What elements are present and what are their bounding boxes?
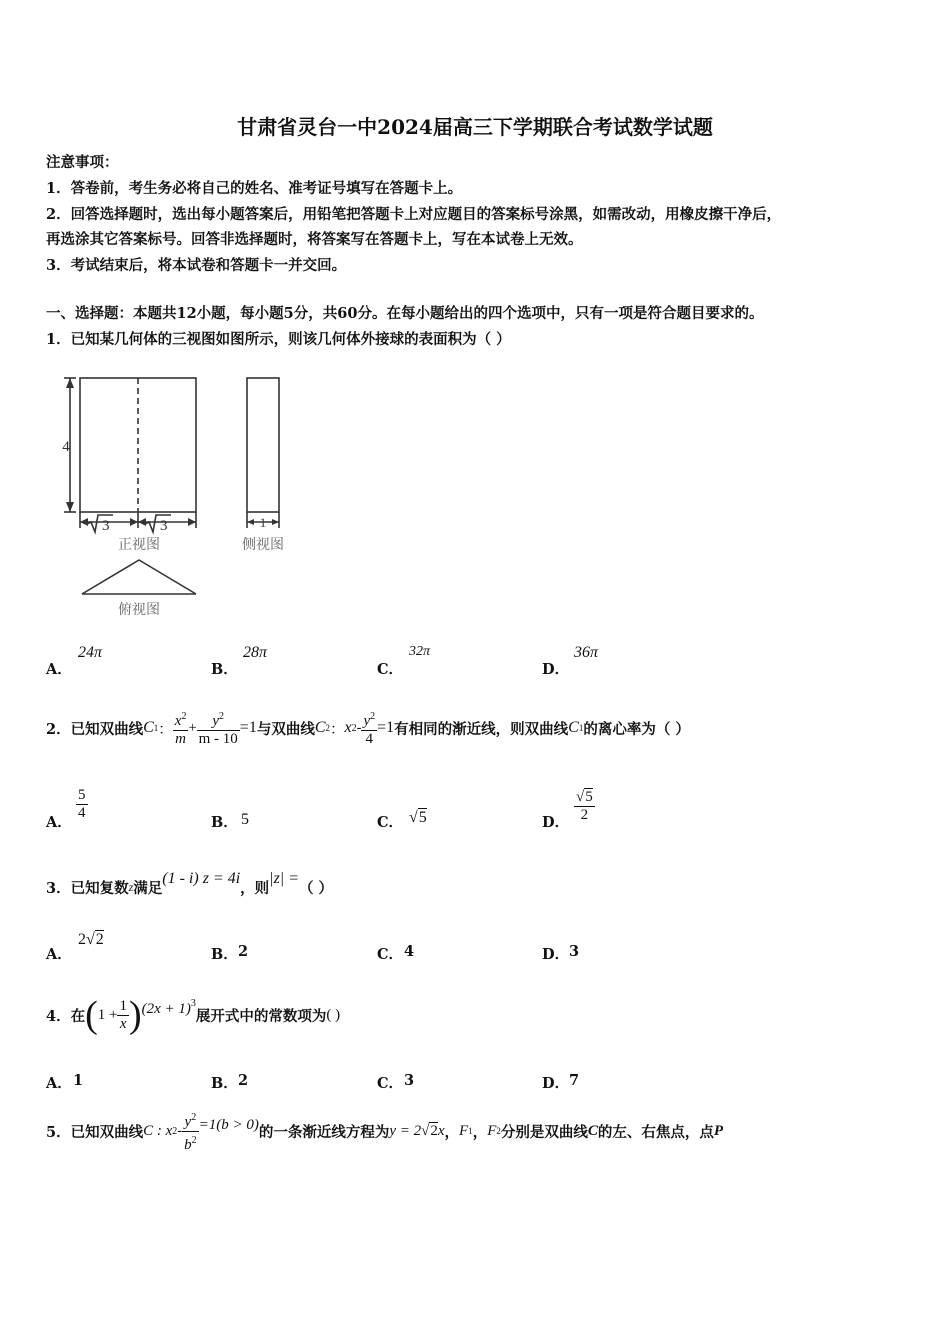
page-title: 甘肃省灵台一中2024届高三下学期联合考试数学试题 (237, 115, 713, 139)
q3-option-c-label: C． (377, 946, 404, 963)
q4-option-c-label: C． (377, 1075, 404, 1092)
q2-stem: 2．已知双曲线 C 1 ： $\frac{x^2}{m}$ + $\frac{y^2}{m - 10}$ =1 与双曲线 C 2 ： x 2 - $\frac{y^2}{4}$ =1 有相同的渐近线，则双曲线 C 1 的离心率为（ ） (46, 705, 690, 751)
q1-option-d-value: 36π (574, 644, 599, 661)
q4-option-d-value: 7 (569, 1072, 580, 1089)
q1-option-a-value: 24π (78, 644, 103, 661)
arrow-down (66, 502, 74, 512)
q2-option-b-label: B． (211, 814, 238, 831)
q4-option-c-value: 3 (404, 1072, 415, 1089)
side-width-label: 1 (259, 515, 267, 530)
q4-option-d-label: D． (542, 1075, 570, 1092)
q3-option-b-label: B． (211, 946, 238, 963)
q1-option-b-value: 28π (243, 644, 268, 661)
q2-option-b-value: 5 (241, 811, 249, 828)
q1-option-d-label: D． (542, 661, 570, 678)
q3-option-c-value: 4 (404, 943, 415, 960)
q3-option-a-value: 2√2 (78, 931, 104, 948)
top-view-triangle (82, 560, 196, 594)
q2-option-c-value: √5 (409, 809, 427, 826)
width-root-right: 3 (160, 518, 168, 534)
q2-option-d-label: D． (542, 814, 570, 831)
notice-heading: 注意事项： (46, 154, 119, 171)
q2-option-a-label: A． (46, 814, 72, 831)
notice-item-3: 3．考试结束后，将本试卷和答题卡一并交回。 (46, 257, 347, 274)
q3-option-a-label: A． (46, 946, 72, 963)
q4-option-a-value: 1 (73, 1072, 84, 1089)
notice-item-1: 1．答卷前，考生务必将自己的姓名、准考证号填写在答题卡上。 (46, 180, 463, 197)
q1-option-b-label: B． (211, 661, 238, 678)
width-root-left: 3 (102, 518, 110, 534)
q2-option-c-label: C． (377, 814, 404, 831)
height-label: 4 (62, 439, 70, 455)
q2-option-d-value: $\frac{√5}{2}$ (576, 789, 593, 823)
arrow-up (66, 378, 74, 388)
q1-stem: 1．已知某几何体的三视图如图所示，则该几何体外接球的表面积为（ ） (46, 331, 511, 348)
q5-stem: 5．已知双曲线 C : x 2 - $\frac{y^2}{b^2}$ =1(b > 0) 的一条渐近线方程为 y = 2 √2 x ， F 1 ， F 2 分别是双曲线 C 的左、右焦点，点 P (46, 1106, 723, 1156)
q1-option-a-label: A． (46, 661, 72, 678)
q4-option-b-label: B． (211, 1075, 238, 1092)
side-view-caption: 侧视图 (242, 537, 284, 553)
three-view-figure (55, 360, 305, 625)
q1-option-c-label: C． (377, 661, 404, 678)
q2-option-a-value: $\frac{5}{4}$ (78, 787, 86, 821)
q3-option-b-value: 2 (238, 943, 249, 960)
notice-item-2b: 再选涂其它答案标号。回答非选择题时，将答案写在答题卡上，写在本试卷上无效。 (46, 231, 583, 248)
side-view-rect (247, 378, 279, 512)
q3-stem: 3．已知复数 z 满足 (1 - i) z = 4i ，则 |z| = （ ） (46, 870, 334, 897)
q4-stem: 4．在 ( 1 + $\frac{1}{x}$ ) (2x + 1) $^3$ 展开式中的常数项为 ( ) (46, 994, 341, 1036)
q3-option-d-label: D． (542, 946, 570, 963)
notice-item-2a: 2．回答选择题时，选出每小题答案后，用铅笔把答题卡上对应题目的答案标号涂黑，如需改动，用橡皮擦干净后， (46, 206, 782, 223)
q3-option-d-value: 3 (569, 943, 580, 960)
q4-option-b-value: 2 (238, 1072, 249, 1089)
top-view-caption: 俯视图 (118, 602, 160, 618)
front-view-caption: 正视图 (118, 537, 160, 553)
q1-option-c-value: 32π (409, 644, 431, 659)
q4-option-a-label: A． (46, 1075, 72, 1092)
section-heading: 一、选择题：本题共12小题，每小题5分，共60分。在每小题给出的四个选项中，只有一项是符合题目要求的。 (46, 305, 764, 322)
